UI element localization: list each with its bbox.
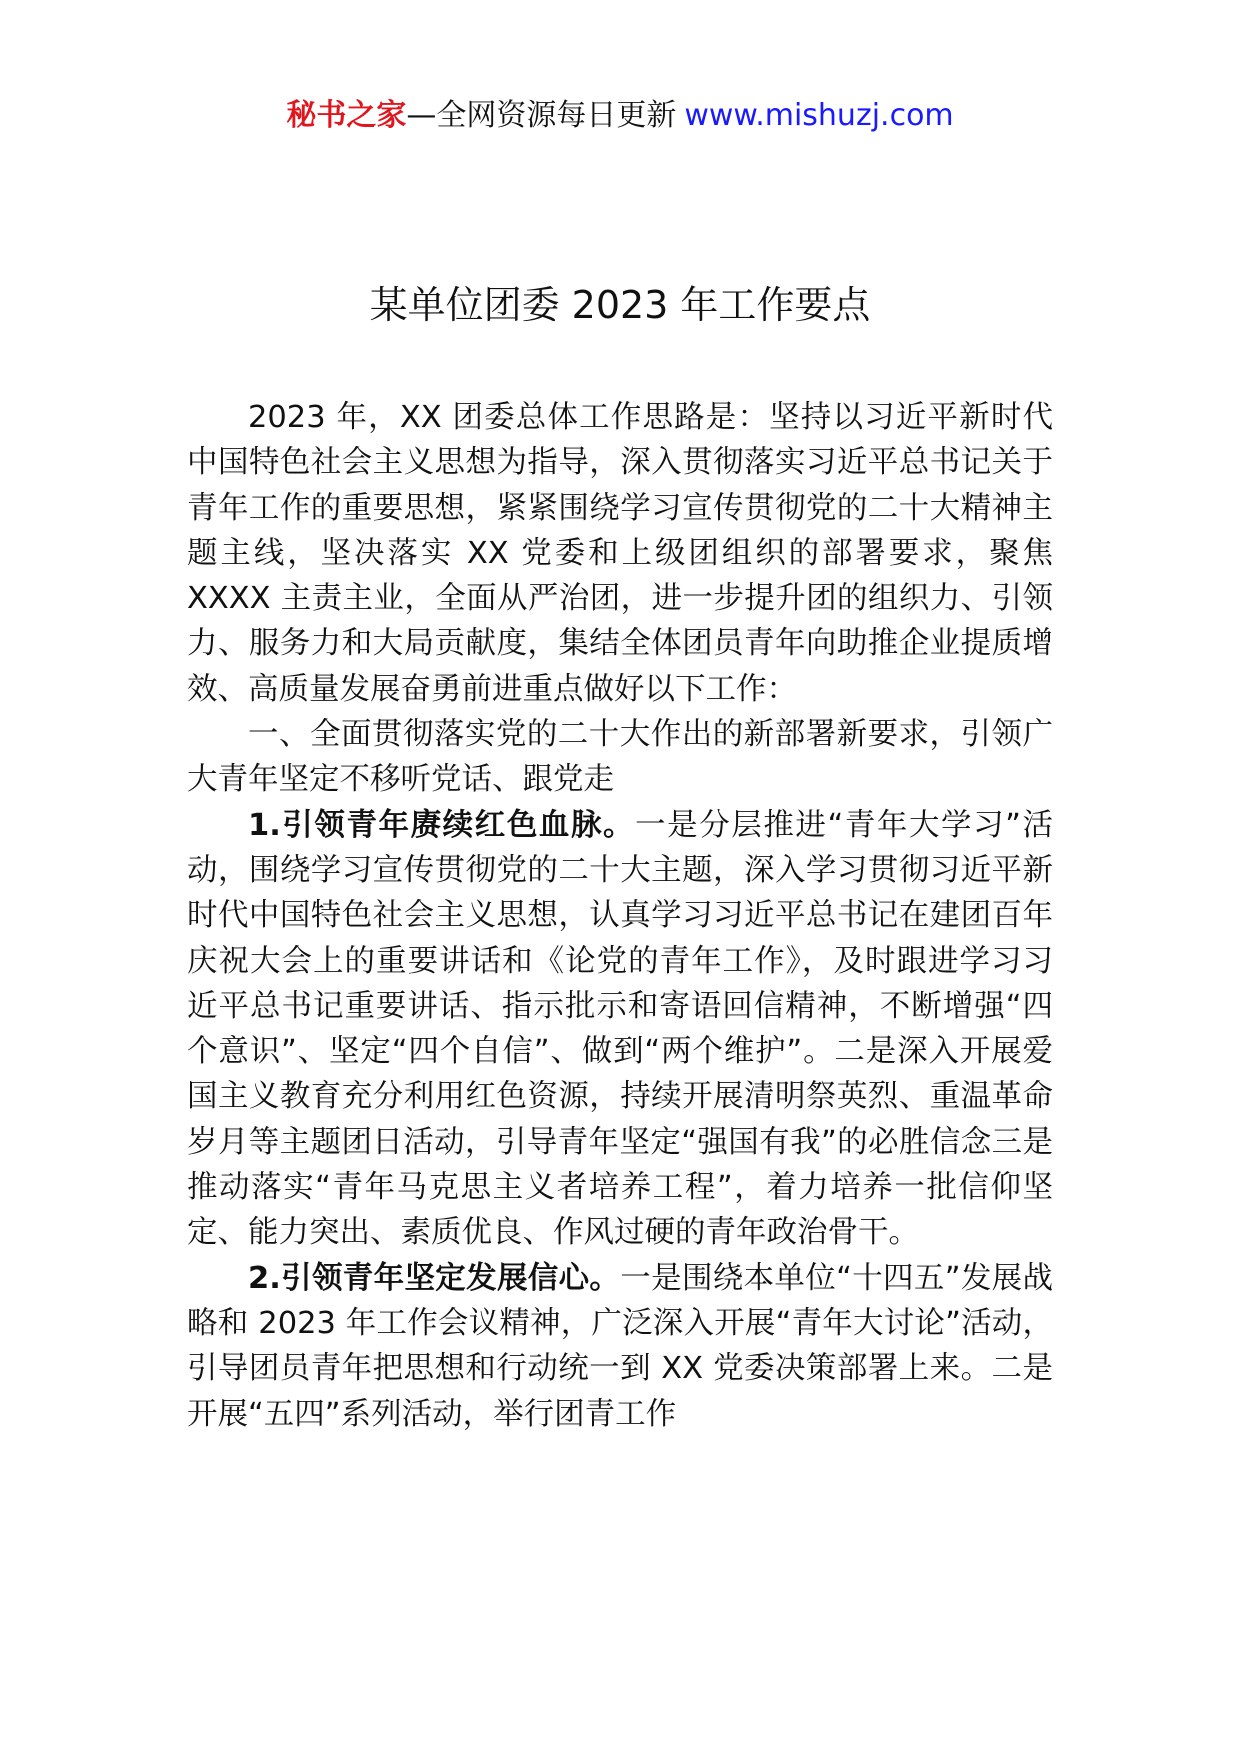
item-lead: 2.引领青年坚定发展信心。 (248, 1260, 621, 1296)
section-heading: 一、全面贯彻落实党的二十大作出的新部署新要求，引领广大青年坚定不移听党话、跟党走 (187, 717, 1053, 798)
item-text: 一是围绕本单位“十四五”发展战略和 2023 年工作会议精神，广泛深入开展“青年大讨论”活动，引导团员青年把思想和行动统一到 XX 党委决策部署上来。二是开展“五四”系列活动，举行团青工作 (187, 1260, 1054, 1432)
item-paragraph (187, 803, 1053, 1256)
document-body (187, 395, 1053, 1437)
site-header (0, 96, 1240, 136)
item-text: 一是分层推进“青年大学习”活动，围绕学习宣传贯彻党的二十大主题，深入学习贯彻习近平新时代中国特色社会主义思想，认真学习习近平总书记在建团百年庆祝大会上的重要讲话和《论党的青年工作》，及时跟进学习习近平总书记重要讲话、指示批示和寄语回信精神，不断增强“四个意识”、坚定“四个自信”、做到“两个维护”。二是深入开展爱国主义教育充分利用红色资源，持续开展清明祭英烈、重温革命岁月等主题团日活动，引导青年坚定“强国有我”的必胜信念三是推动落实“青年马克思主义者培养工程”，着力培养一批信仰坚定、能力突出、素质优良、作风过硬的青年政治骨干。 (187, 807, 1054, 1251)
site-url-link[interactable]: www.mishuzj.com (684, 98, 954, 133)
item-lead: 1.引领青年赓续红色血脉。 (248, 807, 636, 843)
site-brand: 秘书之家 (286, 98, 407, 133)
item-paragraph (187, 1256, 1053, 1437)
intro-paragraph: 2023 年，XX 团委总体工作思路是：坚持以习近平新时代中国特色社会主义思想为指导，深入贯彻落实习近平总书记关于青年工作的重要思想，紧紧围绕学习宣传贯彻党的二十大精神主题主线，坚决落实 XX 党委和上级团组织的部署要求，聚焦 XXXX 主责主业，全面从严治团，进一步提升团的组织力、引领力、服务力和大局贡献度，集结全体团员青年向助推企业提质增效、高质量发展奋勇前进重点做好以下工作： (187, 400, 1053, 707)
document-title: 某单位团委 2023 年工作要点 (369, 283, 871, 327)
site-tagline: —全网资源每日更新 (406, 98, 677, 133)
